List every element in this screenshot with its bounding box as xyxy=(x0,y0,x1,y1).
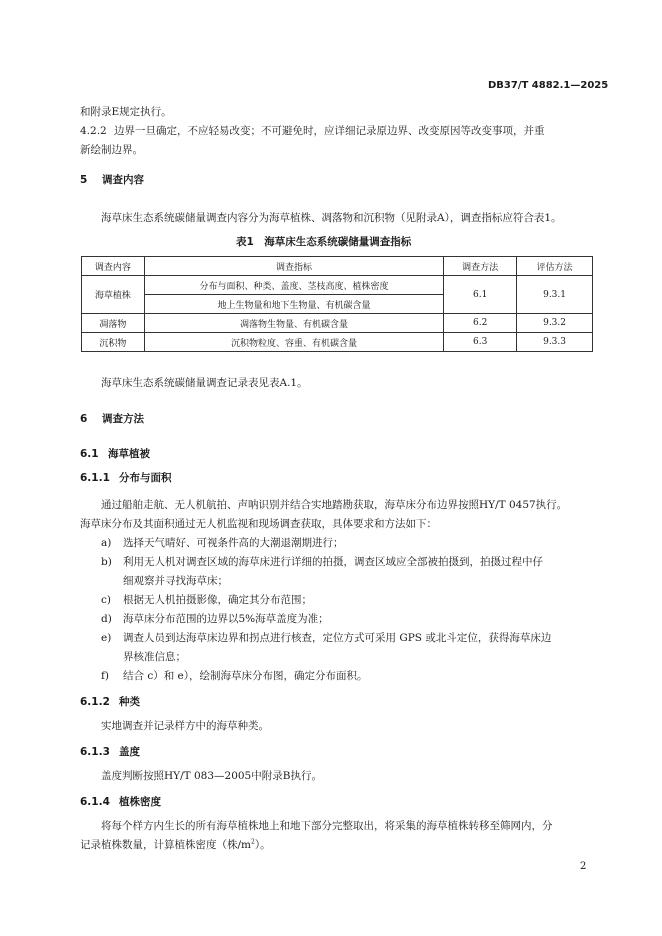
list-text: 选择天气晴好、可视条件高的大潮退潮期进行； xyxy=(123,537,344,549)
section-title: 海草植被 xyxy=(108,448,150,460)
subsection-6-1-4-heading xyxy=(80,794,161,809)
list-text: 结合 c）和 e），绘制海草床分布图，确定分布面积。 xyxy=(123,670,368,682)
survey-indicator-table xyxy=(81,256,593,352)
section-title: 分布与面积 xyxy=(119,472,172,484)
table-cell: 6.2 xyxy=(444,314,517,333)
clause-text: 边界一旦确定，不应轻易改变；不可避免时，应详细记录原边界、改变原因等改变事项，并重 xyxy=(114,125,545,137)
table-header-cell: 调查内容 xyxy=(82,257,145,276)
section-number: 6.1.2 xyxy=(80,696,110,708)
list-text: 海草床分布范围的边界以5%海草盖度为准； xyxy=(123,613,329,625)
table-header-cell: 评估方法 xyxy=(517,257,593,276)
list-marker: c) xyxy=(101,594,111,606)
paragraph: 海草床分布及其面积通过无人机监视和现场调查获取，具体要求和方法如下： xyxy=(80,518,437,530)
table-cell: 地上生物量和地下生物量、有机碳含量 xyxy=(144,295,443,314)
clause-4-2-2 xyxy=(80,123,545,138)
paragraph-continued xyxy=(80,837,271,852)
table-note: 海草床生态系统碳储量调查记录表见表A.1。 xyxy=(101,377,308,389)
paragraph: 盖度判断按照HY/T 083—2005中附录B执行。 xyxy=(101,770,322,782)
list-marker: d) xyxy=(101,613,112,625)
superscript: 2 xyxy=(251,838,255,846)
table-cell: 分布与面积、种类、盖度、茎枝高度、植株密度 xyxy=(144,276,443,295)
table-header-row xyxy=(82,257,593,276)
section-number: 6.1.3 xyxy=(80,746,110,758)
section-number: 6 xyxy=(80,413,88,425)
table-caption: 表1 海草床生态系统碳储量调查指标 xyxy=(236,236,412,248)
list-item xyxy=(101,592,312,607)
table-cell: 凋落物生物量、有机碳含量 xyxy=(144,314,443,333)
section-6-heading xyxy=(80,411,144,426)
list-marker: f) xyxy=(101,670,109,682)
section-title: 植株密度 xyxy=(119,796,161,808)
list-item xyxy=(101,535,344,550)
subsection-6-1-heading xyxy=(80,446,150,461)
text-lead: 记 xyxy=(80,839,91,851)
list-item-continued: 细观察并寻找海草床； xyxy=(123,575,228,587)
list-marker: a) xyxy=(101,537,112,549)
list-item xyxy=(101,554,543,569)
document-code: DB37/T 4882.1—2025 xyxy=(488,80,609,91)
table-cell: 9.3.2 xyxy=(517,314,593,333)
list-item-continued: 界核准信息； xyxy=(123,651,186,663)
table-header-cell: 调查指标 xyxy=(144,257,443,276)
table-cell: 沉积物粒度、容重、有机碳含量 xyxy=(144,333,443,352)
table-row xyxy=(82,314,593,333)
list-text: 根据无人机拍摄影像，确定其分布范围； xyxy=(123,594,312,606)
section-number: 6.1 xyxy=(80,448,99,460)
subsection-6-1-3-heading xyxy=(80,744,140,759)
paragraph: 通过船舶走航、无人机航拍、声呐识别并结合实地踏勘获取，海草床分布边界按照HY/T 0457执行。 xyxy=(101,499,568,511)
list-item xyxy=(101,668,368,683)
section-number: 5 xyxy=(80,174,88,186)
table-cell: 9.3.1 xyxy=(517,276,593,314)
table-header-cell: 调查方法 xyxy=(444,257,517,276)
section-title: 调查内容 xyxy=(102,174,144,186)
paragraph: 将每个样方内生长的所有海草植株地上和地下部分完整取出，将采集的海草植株转移至筛网内，分 xyxy=(101,820,553,832)
table-cell: 6.3 xyxy=(444,333,517,352)
paragraph: 实地调查并记录样方中的海草种类。 xyxy=(101,720,269,732)
table-cell: 6.1 xyxy=(444,276,517,314)
section-5-paragraph: 海草床生态系统碳储量调查内容分为海草植株、凋落物和沉积物（见附录A），调查指标应符合表1。 xyxy=(101,212,562,224)
section-number: 6.1.1 xyxy=(80,472,110,484)
list-item xyxy=(101,630,551,645)
table-cell: 9.3.3 xyxy=(517,333,593,352)
list-item xyxy=(101,611,329,626)
table-row xyxy=(82,276,593,295)
continued-text: 和附录E规定执行。 xyxy=(80,106,172,118)
list-text: 利用无人机对调查区域的海草床进行详细的拍摄，调查区域应全部被拍摄到，拍摄过程中仔 xyxy=(123,556,543,568)
section-title: 调查方法 xyxy=(102,413,144,425)
section-title: 种类 xyxy=(119,696,140,708)
text: 录植株数量，计算植株密度（株/m xyxy=(90,839,251,851)
clause-4-2-2-continued: 新绘制边界。 xyxy=(80,144,143,156)
section-title: 盖度 xyxy=(119,746,140,758)
table-cell: 沉积物 xyxy=(82,333,145,352)
text: ）。 xyxy=(254,839,271,851)
subsection-6-1-2-heading xyxy=(80,694,140,709)
section-number: 6.1.4 xyxy=(80,796,110,808)
table-cell: 海草植株 xyxy=(82,276,145,314)
list-marker: e) xyxy=(101,632,112,644)
page-number: 2 xyxy=(580,861,587,872)
table-cell: 凋落物 xyxy=(82,314,145,333)
table-row xyxy=(82,333,593,352)
clause-number: 4.2.2 xyxy=(80,125,107,137)
list-marker: b) xyxy=(101,556,112,568)
subsection-6-1-1-heading xyxy=(80,470,172,485)
section-5-heading xyxy=(80,172,144,187)
list-text: 调查人员到达海草床边界和拐点进行核查，定位方式可采用 GPS 或北斗定位，获得海草床边 xyxy=(123,632,552,644)
